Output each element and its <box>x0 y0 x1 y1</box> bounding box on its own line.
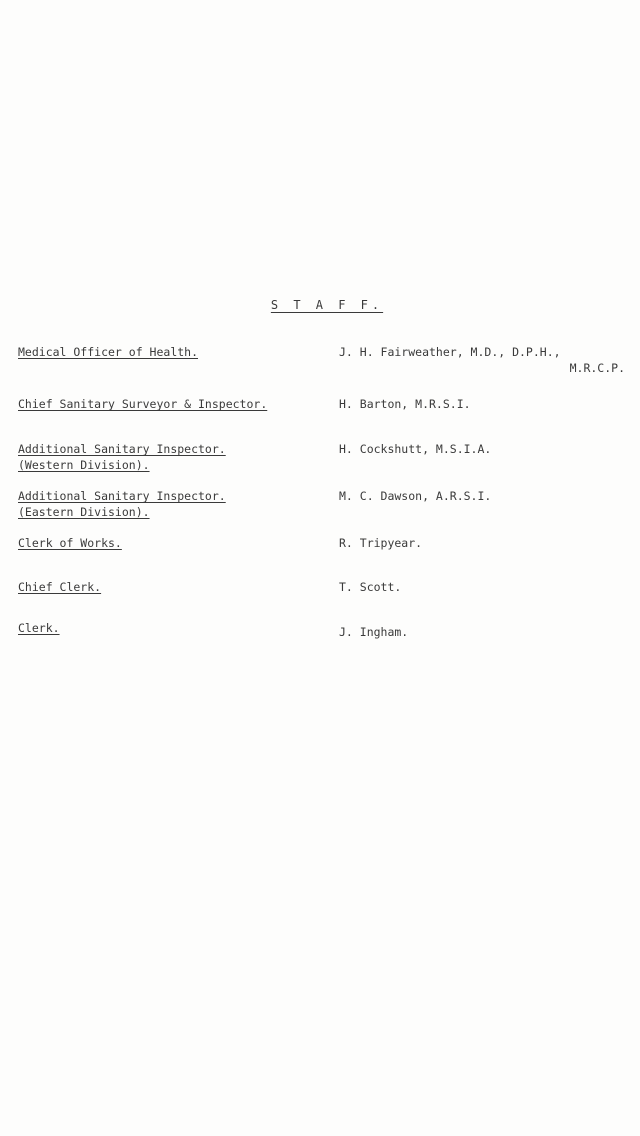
role-line: Chief Sanitary Surveyor & Inspector. <box>18 397 268 411</box>
staff-name <box>339 624 631 640</box>
staff-role <box>18 441 318 473</box>
name-line: J. Ingham. <box>339 625 409 639</box>
name-line: R. Tripyear. <box>339 536 423 550</box>
role-line: Additional Sanitary Inspector. <box>18 489 226 503</box>
staff-role <box>18 579 318 595</box>
name-line: M. C. Dawson, A.R.S.I. <box>339 489 492 503</box>
name-line: T. Scott. <box>339 580 402 594</box>
role-line: Clerk. <box>18 621 60 635</box>
name-line: J. H. Fairweather, M.D., D.P.H., <box>339 345 561 359</box>
role-line: Chief Clerk. <box>18 580 102 594</box>
staff-role <box>18 620 318 636</box>
role-line: Additional Sanitary Inspector. <box>18 442 226 456</box>
staff-role <box>18 396 318 412</box>
staff-role <box>18 535 318 551</box>
staff-role <box>18 344 318 360</box>
staff-name <box>339 396 631 412</box>
staff-name <box>339 441 631 457</box>
staff-role <box>18 488 318 520</box>
name-line: H. Cockshutt, M.S.I.A. <box>339 442 492 456</box>
role-line: Clerk of Works. <box>18 536 122 550</box>
role-line: Medical Officer of Health. <box>18 345 199 359</box>
staff-name <box>339 535 631 551</box>
name-line: H. Barton, M.R.S.I. <box>339 397 471 411</box>
page-title: S T A F F. <box>270 298 384 312</box>
role-line: (Western Division). <box>18 458 150 472</box>
staff-name <box>339 344 631 376</box>
staff-name <box>339 488 631 504</box>
staff-name <box>339 579 631 595</box>
name-line-continued: M.R.C.P. <box>569 361 625 375</box>
role-line: (Eastern Division). <box>18 505 150 519</box>
